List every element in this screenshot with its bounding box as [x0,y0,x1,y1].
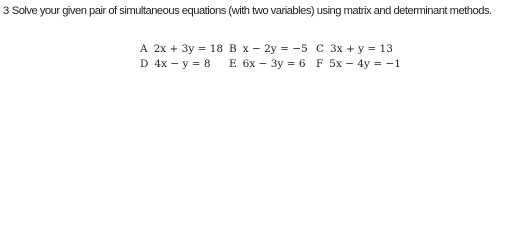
question-body: Solve your given pair of simultaneous equations (with two variables) using matrix and determinant methods. [11,5,492,17]
equation-label: F [316,58,324,70]
equation-label: D [140,58,149,70]
equation-expression: 5x − 4y = −1 [329,58,401,70]
equation-expression: x − 2y = −5 [242,43,308,55]
equation-c [316,43,393,56]
equation-expression: 2x + 3y = 18 [153,43,224,55]
equation-expression: 4x − y = 8 [154,58,211,70]
equation-label: C [316,43,325,55]
question-number: 3 [3,5,9,17]
equation-d [140,58,211,71]
equation-label: E [229,58,237,70]
equation-label: A [140,43,148,55]
equation-f [316,58,401,71]
equation-expression: 3x + y = 13 [330,43,393,55]
equation-a [140,43,223,56]
equation-label: B [229,43,237,55]
equation-e [229,58,306,71]
equation-b [229,43,308,56]
equation-expression: 6x − 3y = 6 [242,58,306,70]
question-text [3,4,519,18]
equation-grid [140,43,440,73]
